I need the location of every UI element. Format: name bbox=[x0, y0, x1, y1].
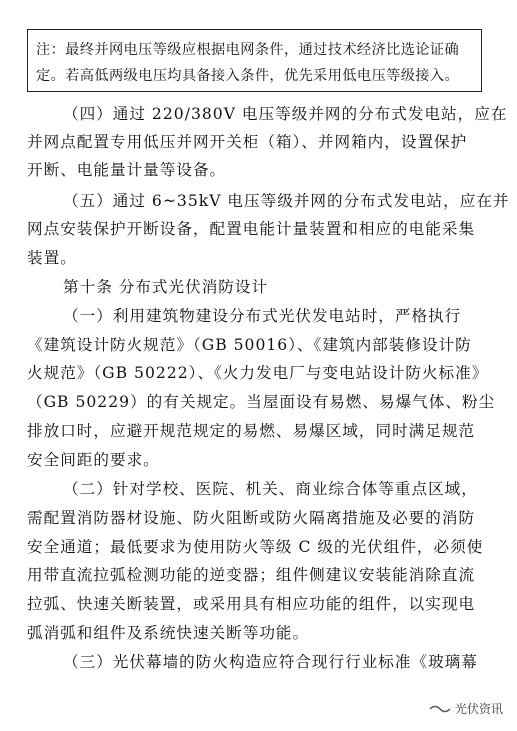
fire-1-line-6: 安全间距的要求。 bbox=[27, 451, 160, 469]
fire-1-line-5: 排放口时，应避开规范规定的易燃、易爆区域，同时满足规范 bbox=[27, 422, 476, 440]
clause-5-line-3: 装置。 bbox=[27, 249, 77, 267]
note-line-1: 注：最终并网电压等级应根据电网条件，通过技术经济比选论证确 bbox=[36, 42, 460, 58]
fire-2-line-6: 弧消弧和组件及系统快速关断等功能。 bbox=[27, 624, 310, 642]
fire-1-line-3: 火规范》（GB 50222）、《火力发电厂与变电站设计防火标准》 bbox=[27, 364, 489, 382]
fire-1-line-4: （GB 50229）的有关规定。当屋面设有易燃、易爆气体、粉尘 bbox=[27, 393, 496, 411]
clause-4-line-3: 开断、电能量计量等设备。 bbox=[27, 161, 227, 179]
fire-2-line-3: 安全通道；最低要求为使用防火等级 C 级的光伏组件，必须使 bbox=[27, 538, 484, 556]
fire-2-line-5: 拉弧、快速关断装置，或采用具有相应功能的组件，以实现电 bbox=[27, 595, 476, 613]
watermark-text: 光伏资讯 bbox=[454, 702, 503, 716]
clause-4-line-1: （四）通过 220/380V 电压等级并网的分布式发电站，应在 bbox=[63, 105, 508, 123]
article-10-heading: 第十条 分布式光伏消防设计 bbox=[63, 278, 269, 296]
note-box bbox=[27, 29, 482, 92]
note-line-2: 定。若高低两级电压均具备接入条件，优先采用低电压等级接入。 bbox=[36, 68, 460, 84]
fire-2-line-4: 用带直流拉弧检测功能的逆变器；组件侧建议安装能消除直流 bbox=[27, 566, 476, 584]
fire-2-line-2: 需配置消防器材设施、防火阻断或防火隔离措施及必要的消防 bbox=[27, 509, 476, 527]
watermark bbox=[429, 700, 503, 717]
fire-2-line-1: （二）针对学校、医院、机关、商业综合体等重点区域， bbox=[63, 480, 478, 498]
clause-5-line-2: 网点安装保护开断设备，配置电能计量装置和相应的电能采集 bbox=[27, 220, 476, 238]
clause-4-line-2: 并网点配置专用低压并网开关柜（箱）、并网箱内，设置保护 bbox=[27, 133, 468, 151]
wechat-logo-icon bbox=[429, 703, 451, 715]
fire-1-line-1: （一）利用建筑物建设分布式光伏发电站时，严格执行 bbox=[63, 307, 462, 325]
fire-3-line-1: （三）光伏幕墙的防火构造应符合现行行业标准《玻璃幕 bbox=[63, 653, 478, 671]
clause-5-line-1: （五）通过 6~35kV 电压等级并网的分布式发电站，应在并 bbox=[63, 192, 510, 210]
fire-1-line-2: 《建筑设计防火规范》（GB 50016）、《建筑内部装修设计防 bbox=[27, 336, 472, 354]
